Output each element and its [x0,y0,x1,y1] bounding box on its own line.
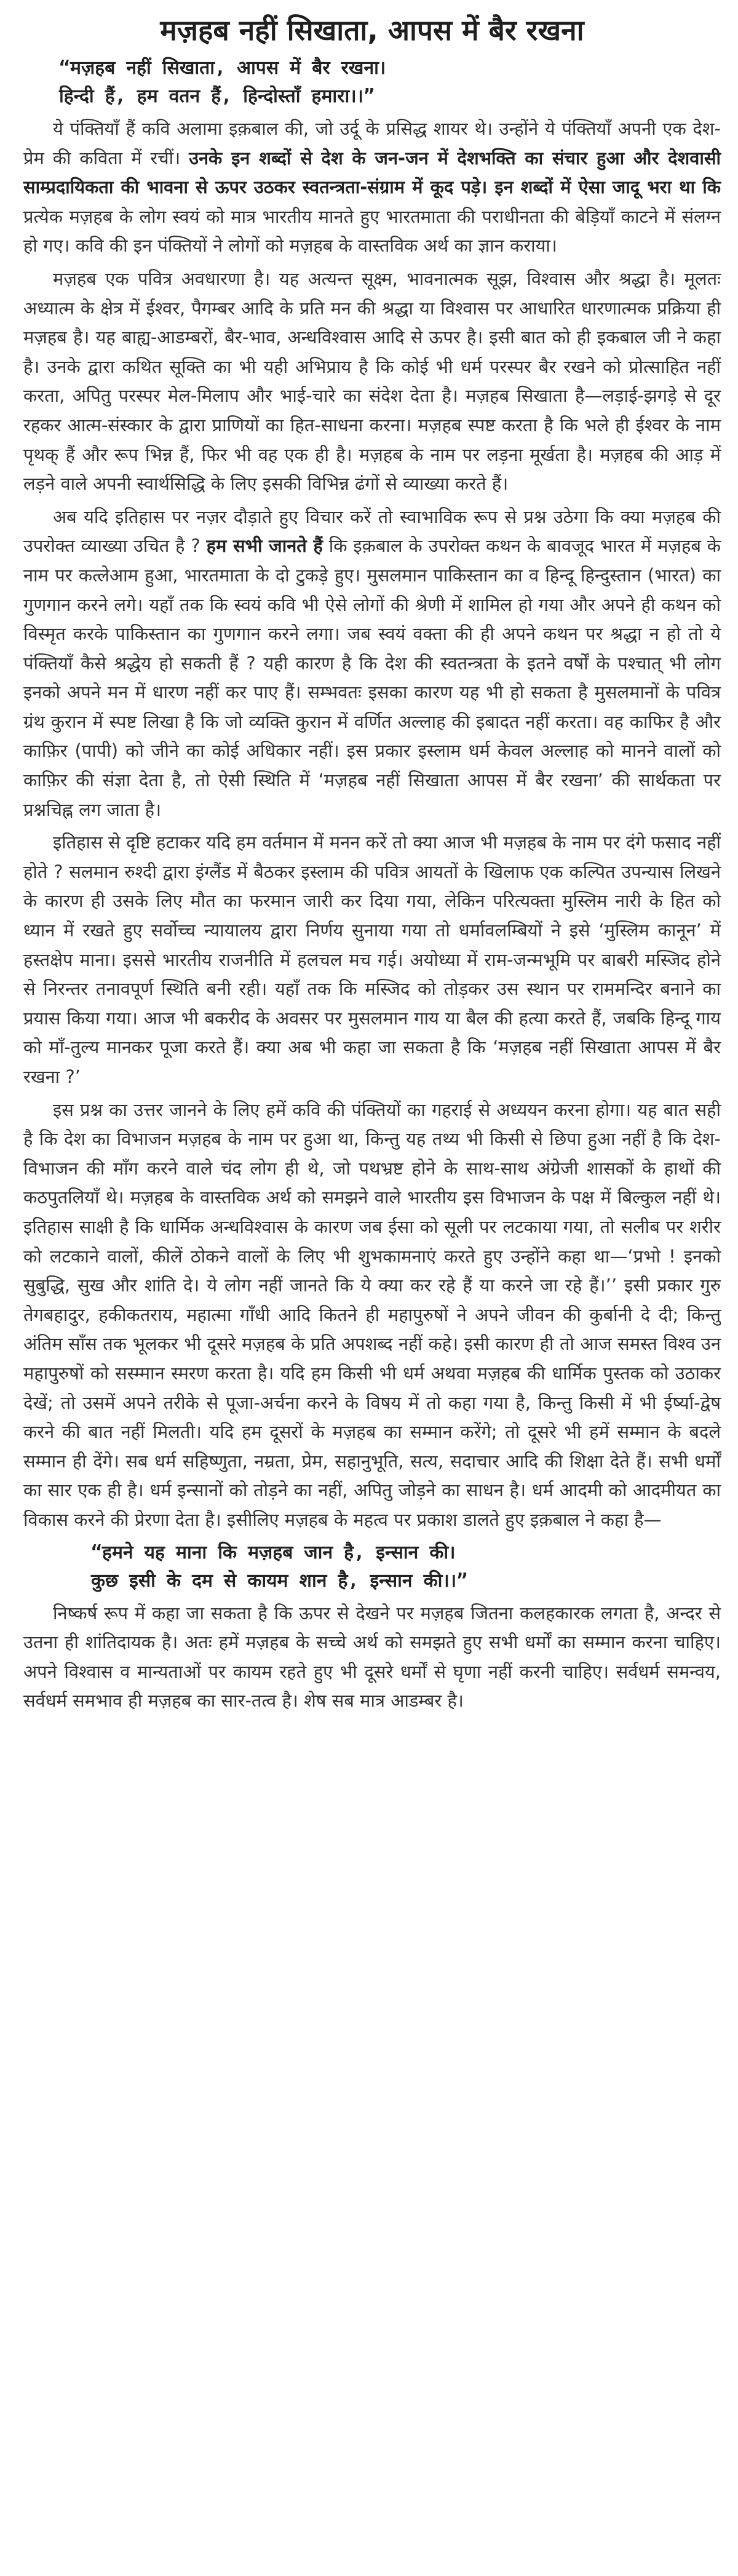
paragraph-1-end: प्रत्येक मज़हब के लोग स्वयं को मात्र भारतीय मानते हुए भारतमाता की पराधीनता की बेड़ियाँ काटने में संलग्न हो गए। कवि की इन पंक्तियों ने लोगों को मज़हब के वास्तविक अर्थ का ज्ञान कराया। [23,205,721,257]
paragraph-6: निष्कर्ष रूप में कहा जा सकता है कि ऊपर से देखने पर मज़हब जितना कलहकारक लगता है, अन्दर से उतना ही शांतिदायक है। अतः हमें मज़हब के सच्चे अर्थ को समझते हुए सभी धर्मों का सम्मान करना चाहिए। अपने विश्वास व मान्यताओं पर कायम रहते हुए भी दूसरे धर्मों से घृणा नहीं करनी चाहिए। सर्वधर्म समन्वय, सर्वधर्म समभाव ही मज़हब का सार-तत्व है। शेष सब मात्र आडम्बर है। [23,1602,721,1712]
paragraph-1-emphasis: उनके इन शब्दों से देश के जन-जन में देशभक्ति का संचार हुआ और देशवासी साम्प्रदायिकता की भावना से ऊपर उठकर स्वतन्त्रता-संग्राम में कूद पड़े। इन शब्दों में ऐसा जादू भरा था कि [23,147,721,198]
paragraph-2: मज़हब एक पवित्र अवधारणा है। यह अत्यन्त सूक्ष्म, भावनात्मक सूझ, विश्वास और श्रद्धा है। मूलतः अध्यात्म के क्षेत्र में ईश्वर, पैगम्बर आदि के प्रति मन की श्रद्धा या विश्वास पर आधारित धारणात्मक प्रक्रिया ही मज़हब है। यह बाह्य-आडम्बरों, बैर-भाव, अन्धविश्वास आदि से ऊपर है। इसी बात को ही इकबाल जी ने कहा है। उनके द्वारा कथित सूक्ति का भी यही अभिप्राय है कि कोई भी धर्म परस्पर बैर रखने को प्रोत्साहित नहीं करता, अपितु परस्पर मेल-मिलाप और भाई-चारे का संदेश देता है। मज़हब सिखाता है—लड़ाई-झगड़े से दूर रहकर आत्म-संस्कार के द्वारा प्राणियों का हित-साधना करना। मज़हब स्पष्ट करता है कि भले ही ईश्वर के नाम पृथक् हैं और रूप भिन्न हैं, फिर भी वह एक ही है। मज़हब के नाम पर लड़ना मूर्खता है। मज़हब की आड़ में लड़ने वाले अपनी स्वार्थसिद्धि के लिए इसकी विभिन्न ढंगों से व्याख्या करते हैं। [23,268,721,495]
paragraph-1 [23,114,721,261]
paragraph-5: इस प्रश्न का उत्तर जानने के लिए हमें कवि की पंक्तियों का गहराई से अध्ययन करना होगा। यह बात सही है कि देश का विभाजन मज़हब के नाम पर हुआ था, किन्तु यह तथ्य भी किसी से छिपा हुआ नहीं है कि देश-विभाजन की माँग करने वाले चंद लोग ही थे, जो पथभ्रष्ट होने के साथ-साथ अंग्रेजी शासकों के हाथों की कठपुतलियाँ थे। मज़हब के वास्तविक अर्थ को समझने वाले भारतीय इस विभाजन के पक्ष में बिल्कुल नहीं थे। इतिहास साक्षी है कि धार्मिक अन्धविश्वास के कारण जब ईसा को सूली पर लटकाया गया, तो सलीब पर शरीर को लटकाने वालों, कीलें ठोकने वालों के लिए भी शुभकामनाएं करते हुए उन्होंने कहा था—‘प्रभो ! इनको सुबुद्धि, सुख और शांति दे। ये लोग नहीं जानते कि ये क्या कर रहे हैं या करने जा रहे हैं।’’ इसी प्रकार गुरु तेगबहादुर, हकीकतराय, महात्मा गाँधी आदि कितने ही महापुरुषों ने अपने जीवन की कुर्बानी दे दी; किन्तु अंतिम साँस तक भूलकर भी दूसरे मज़हब के प्रति अपशब्द नहीं कहे। इसी कारण ही तो आज समस्त विश्व उन महापुरुषों को सस्म्मान स्मरण करता है। यदि हम किसी भी धर्म अथवा मज़हब की धार्मिक पुस्तक को उठाकर देखें; तो उसमें अपने तरीके से पूजा-अर्चना करने के विषय में तो कहा गया है, किन्तु किसी में भी ईर्ष्या-द्वेष करने की बात नहीं मिलती। यदि हम दूसरों के मज़हब का सम्मान करेंगे; तो दूसरे भी हमें सम्मान के बदले सम्मान ही देंगे। सब धर्म सहिष्णुता, नम्रता, प्रेम, सहानुभूति, सत्य, सदाचार आदि की शिक्षा देते हैं। सभी धर्मों का सार एक ही है। धर्म इन्सानों को तोड़ने का नहीं, अपितु जोड़ने का साधन है। धर्म आदमी को आदमीयत का विकास करने की प्रेरणा देता है। इसीलिए मज़हब के महत्व पर प्रकाश डालते हुए इक़बाल ने कहा है— [23,1099,721,1530]
essay-title: मज़हब नहीं सिखाता, आपस में बैर रखना [160,14,584,47]
paragraph-3-end: कि इक़बाल के उपरोक्त कथन के बावजूद भारत में मज़हब के नाम पर कत्लेआम हुआ, भारतमाता के दो टुकड़े हुए। मुसलमान पाकिस्तान का व हिन्दू हिन्दुस्तान (भारत) का गुणगान करने लगे। यहाँ तक कि स्वयं कवि भी ऐसे लोगों की श्रेणी में शामिल हो गया और अपने ही कथन को विस्मृत करके पाकिस्तान का गुणगान करने लगा। जब स्वयं वक्ता की ही अपने कथन पर श्रद्धा न हो तो ये पंक्तियाँ कैसे श्रद्धेय हो सकती हैं ? यही कारण है कि देश की स्वतन्त्रता के इतने वर्षों के पश्चात् भी लोग इनको अपने मन में धारण नहीं कर पाए हैं। सम्भवतः इसका कारण यह भी हो सकता है मुसलमानों के पवित्र ग्रंथ कुरान में स्पष्ट लिखा है कि जो व्यक्ति कुरान में वर्णित अल्लाह की इबादत नहीं करता। वह काफिर है और काफ़िर (पापी) को जीने का कोई अधिकार नहीं। इस प्रकार इस्लाम धर्म केवल अल्लाह को मानने वालों को काफ़िर की संज्ञा देता है, तो ऐसी स्थिति में ‘मज़हब नहीं सिखाता आपस में बैर रखना’ की सार्थकता पर प्रश्नचिह्न लग जाता है। [23,535,721,820]
paragraph-3-start: अब यदि इतिहास पर नज़र दौड़ाते हुए विचार करें तो स्वाभाविक रूप से प्रश्न उठेगा कि क्या मज़हब की उपरोक्त व्याख्या उचित है ? [23,506,721,557]
opening-quote: “मज़हब नहीं सिखाता, आपस में बैर रखना। हिन्दी हैं, हम वतन हैं, हिन्दोस्ताँ हमारा।।” [59,57,386,107]
paragraph-3 [23,503,721,825]
paragraph-1-start: ये पंक्तियाँ हैं कवि अलामा इक़बाल की, जो उर्दू के प्रसिद्ध शायर थे। उन्होंने ये पंक्तियाँ अपनी एक देश-प्रेम की कविता में रचीं। [23,118,721,169]
paragraph-4: इतिहास से दृष्टि हटाकर यदि हम वर्तमान में मनन करें तो क्या आज भी मज़हब के नाम पर दंगे फसाद नहीं होते ? सलमान रुश्दी द्वारा इंग्लैंड में बैठकर इस्लाम की पवित्र आयतों के खिलाफ एक कल्पित उपन्यास लिखने के कारण ही उसके लिए मौत का फरमान जारी कर दिया गया, लेकिन परित्यक्ता मुस्लिम नारी के हित को ध्यान में रखते हुए सर्वोच्च न्यायालय द्वारा निर्णय सुनाया गया तो धर्मावलम्बियों ने इसे ‘मुस्लिम कानून’ में हस्तक्षेप माना। इससे भारतीय राजनीति में हलचल मच गई। अयोध्या में राम-जन्मभूमि पर बाबरी मस्जिद होने से निरन्तर तनावपूर्ण स्थिति बनी रही। यहाँ तक कि मस्जिद को तोड़कर उस स्थान पर राममन्दिर बनाने का प्रयास किया गया। आज भी बकरीद के अवसर पर मुसलमान गाय या बैल की हत्या करते हैं, जबकि हिन्दू गाय को माँ-तुल्य मानकर पूजा करते हैं। क्या अब भी कहा जा सकता है कि ‘मज़हब नहीं सिखाता आपस में बैर रखना ?’ [23,832,721,1087]
closing-quote: “हमने यह माना कि मज़हब जान है, इन्सान की। कुछ इसी के दम से कायम शान है, इन्सान की।।” [91,1541,468,1592]
paragraph-3-emphasis: हम सभी जानते हैं [206,535,323,557]
